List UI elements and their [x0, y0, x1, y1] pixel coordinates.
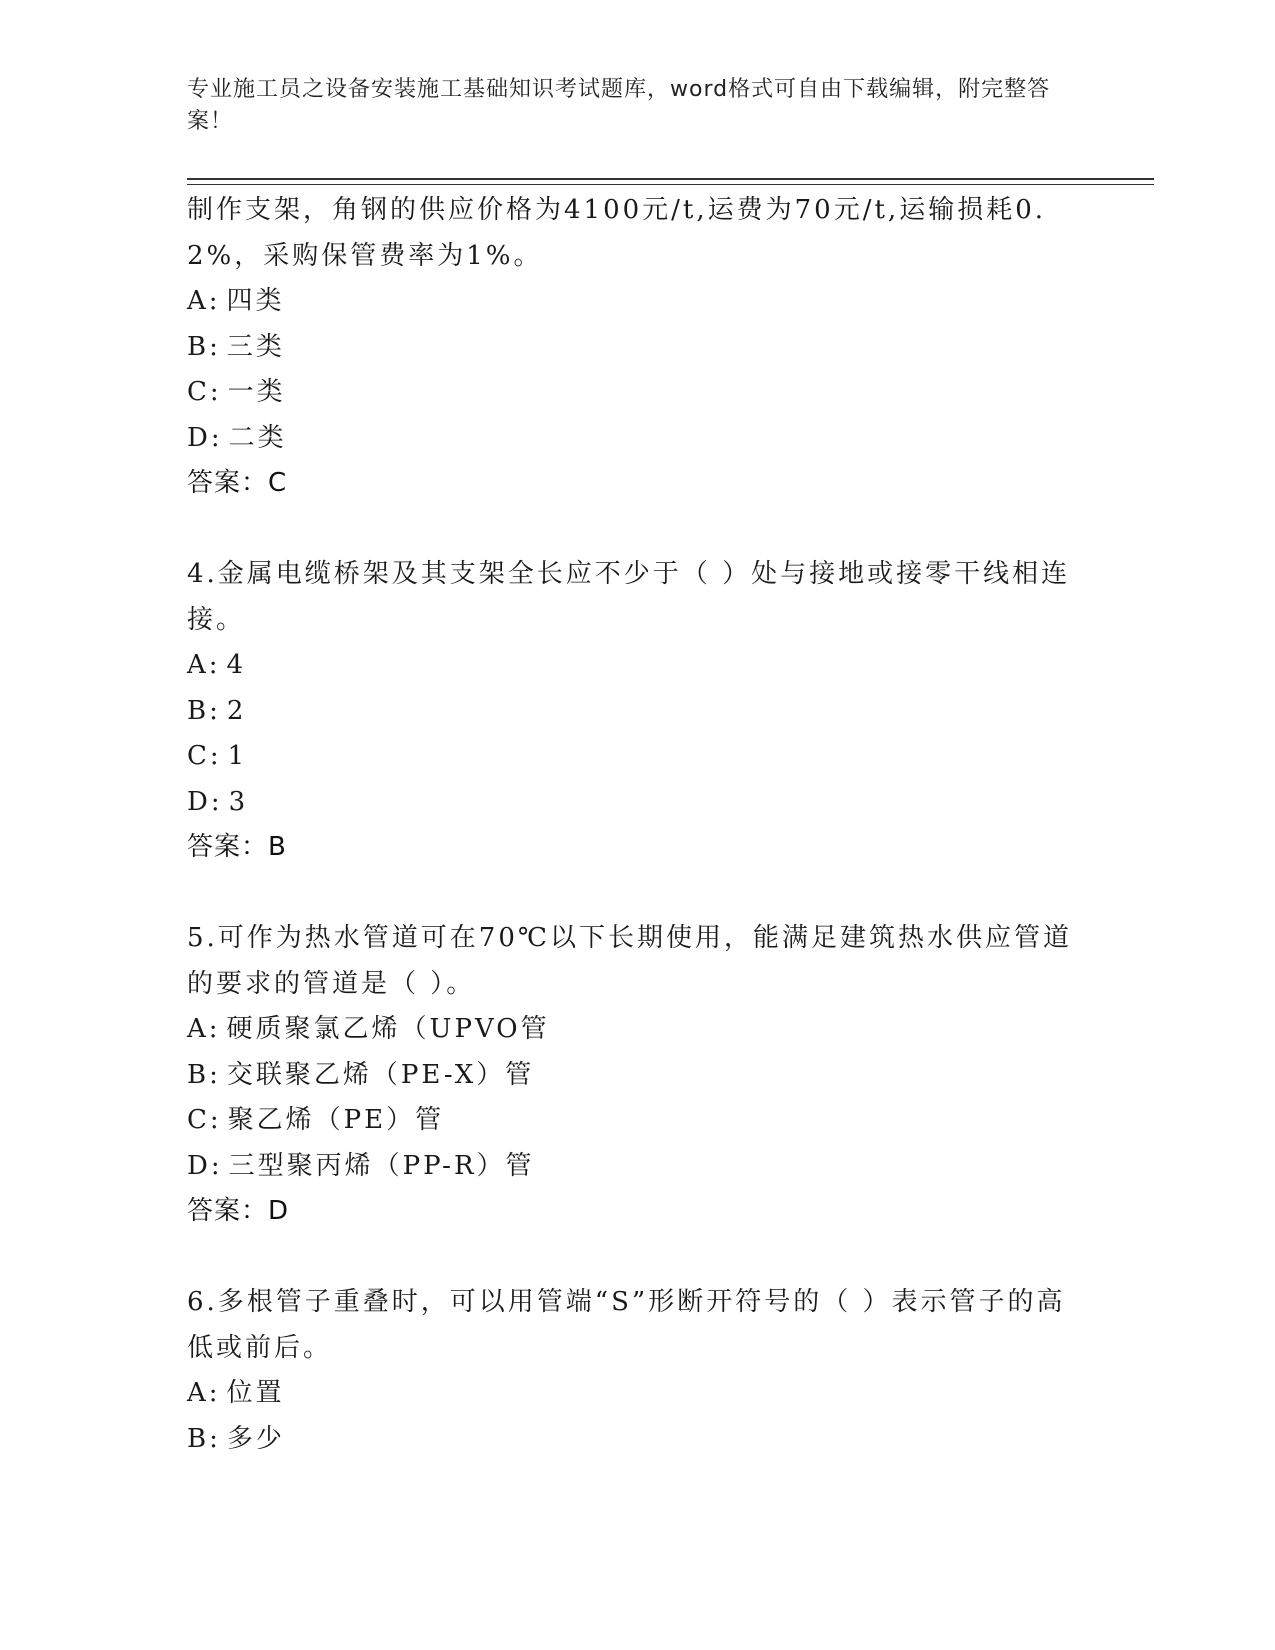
- header-divider-thick: [187, 178, 1154, 180]
- question-list: [187, 188, 1087, 1462]
- option-text: 交联聚乙烯（PE-X）管: [226, 1059, 535, 1090]
- option-letter: C:: [187, 741, 222, 771]
- option-a: [187, 279, 1087, 325]
- option-b: [187, 689, 1087, 735]
- question-4: [187, 552, 1087, 871]
- question-stem: 5.可作为热水管道可在70℃以下长期使用，能满足建筑热水供应管道的要求的管道是（ ）。: [187, 923, 1072, 999]
- option-text: 3: [228, 786, 249, 817]
- option-letter: A:: [187, 1014, 221, 1044]
- option-a: [187, 1007, 1087, 1053]
- option-a: [187, 1371, 1087, 1417]
- option-letter: D:: [187, 422, 223, 453]
- question-3: [187, 188, 1087, 507]
- option-letter: B:: [187, 695, 221, 726]
- answer-line: 答案：B: [187, 832, 287, 862]
- spacer: [187, 871, 1087, 917]
- option-c: [187, 1098, 1087, 1144]
- option-d: [187, 416, 1087, 462]
- option-letter: A:: [187, 1378, 221, 1408]
- option-a: [187, 643, 1087, 689]
- option-b: [187, 1417, 1087, 1463]
- option-d: [187, 1144, 1087, 1190]
- option-letter: B:: [187, 1059, 221, 1090]
- spacer: [187, 507, 1087, 553]
- document-header: 专业施工员之设备安装施工基础知识考试题库，word格式可自由下载编辑，附完整答案！: [187, 77, 1051, 134]
- option-text: 三类: [226, 331, 285, 362]
- answer-line: 答案：C: [187, 468, 288, 498]
- option-letter: D:: [187, 1150, 223, 1181]
- question-6: [187, 1280, 1087, 1462]
- option-text: 四类: [226, 286, 285, 316]
- option-c: [187, 734, 1087, 780]
- option-letter: D:: [187, 786, 223, 817]
- header-divider-thin: [187, 184, 1154, 185]
- option-text: 4: [226, 650, 247, 680]
- option-letter: A:: [187, 650, 221, 680]
- question-stem: 制作支架，角钢的供应价格为4100元/t,运费为70元/t,运输损耗0.2%，采购保管费率为1%。: [187, 195, 1047, 271]
- option-b: [187, 1053, 1087, 1099]
- option-d: [187, 780, 1087, 826]
- option-letter: C:: [187, 377, 222, 407]
- option-letter: B:: [187, 331, 221, 362]
- spacer: [187, 1235, 1087, 1281]
- question-stem: 4.金属电缆桥架及其支架全长应不少于（ ）处与接地或接零干线相连接。: [187, 559, 1071, 635]
- option-text: 三型聚丙烯（PP-R）管: [228, 1150, 535, 1181]
- option-letter: B:: [187, 1423, 221, 1454]
- option-text: 2: [226, 695, 247, 726]
- option-text: 二类: [228, 422, 287, 453]
- option-text: 聚乙烯（PE）管: [227, 1105, 445, 1135]
- option-text: 位置: [226, 1378, 285, 1408]
- option-text: 多少: [226, 1423, 285, 1454]
- question-stem: 6.多根管子重叠时，可以用管端“S”形断开符号的（ ）表示管子的高低或前后。: [187, 1287, 1066, 1363]
- answer-line: 答案：D: [187, 1196, 290, 1226]
- option-text: 硬质聚氯乙烯（UPVO管: [226, 1014, 550, 1044]
- option-b: [187, 325, 1087, 371]
- option-text: 1: [227, 741, 248, 771]
- question-5: [187, 916, 1087, 1235]
- option-letter: A:: [187, 286, 221, 316]
- option-text: 一类: [227, 377, 286, 407]
- option-letter: C:: [187, 1105, 222, 1135]
- option-c: [187, 370, 1087, 416]
